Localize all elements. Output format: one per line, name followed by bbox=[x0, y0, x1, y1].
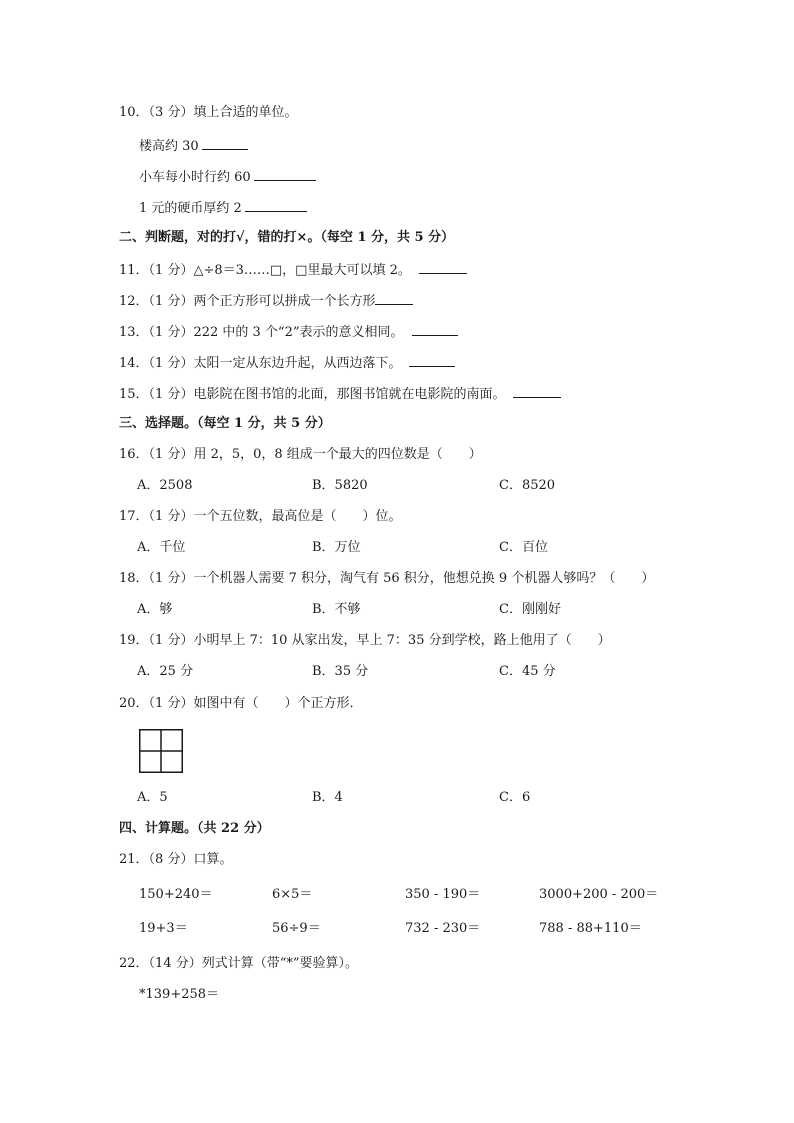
question-22: 22．（14 分）列式计算（带“*”要验算）。 bbox=[119, 956, 359, 971]
option-c[interactable]: C．8520 bbox=[499, 478, 556, 493]
answer-blank[interactable] bbox=[513, 384, 561, 398]
question-17-options bbox=[137, 539, 697, 557]
q10-item-3 bbox=[139, 198, 307, 218]
question-18: 18．（1 分）一个机器人需要 7 积分，淘气有 56 积分，他想兑换 9 个机器人够吗？（ ） bbox=[119, 571, 655, 586]
square-grid-figure bbox=[139, 729, 183, 773]
option-b[interactable]: B．4 bbox=[312, 790, 343, 805]
option-c[interactable]: C．百位 bbox=[499, 540, 548, 555]
option-a[interactable]: A．够 bbox=[137, 602, 173, 617]
calc-item: 6×5＝ bbox=[272, 887, 313, 902]
question-16: 16．（1 分）用 2，5，0，8 组成一个最大的四位数是（ ） bbox=[119, 447, 482, 462]
q10-item-1 bbox=[139, 136, 248, 156]
option-c[interactable]: C．45 分 bbox=[499, 664, 556, 679]
question-15 bbox=[119, 384, 561, 404]
question-13-text: 13．（1 分）222 中的 3 个“2”表示的意义相同。 bbox=[119, 325, 404, 340]
question-20-options bbox=[137, 789, 697, 807]
question-19-options bbox=[137, 663, 697, 681]
section-2-heading: 二、判断题，对的打√，错的打×。（每空 1 分，共 5 分） bbox=[119, 230, 455, 245]
question-19: 19．（1 分）小明早上 7：10 从家出发，早上 7：35 分到学校，路上他用了（ ） bbox=[119, 633, 611, 648]
answer-blank[interactable] bbox=[202, 136, 248, 150]
q10-item-1-text: 楼高约 30 bbox=[139, 139, 199, 154]
option-a[interactable]: A．2508 bbox=[137, 478, 193, 493]
option-c[interactable]: C．6 bbox=[499, 790, 531, 805]
oral-calc-row-2 bbox=[139, 920, 699, 938]
answer-blank[interactable] bbox=[254, 167, 316, 181]
option-b[interactable]: B．5820 bbox=[312, 478, 368, 493]
option-b[interactable]: B．万位 bbox=[312, 540, 361, 555]
option-a[interactable]: A．5 bbox=[137, 790, 168, 805]
question-12-text: 12．（1 分）两个正方形可以拼成一个长方形 bbox=[119, 294, 376, 309]
section-4-heading: 四、计算题。（共 22 分） bbox=[119, 821, 270, 836]
question-14-text: 14．（1 分）太阳一定从东边升起，从西边落下。 bbox=[119, 356, 402, 371]
oral-calc-row-1 bbox=[139, 886, 699, 904]
answer-blank[interactable] bbox=[375, 291, 413, 305]
question-13 bbox=[119, 322, 458, 342]
question-22-first-item: *139+258＝ bbox=[139, 987, 220, 1002]
option-c[interactable]: C．刚刚好 bbox=[499, 602, 561, 617]
question-15-text: 15．（1 分）电影院在图书馆的北面，那图书馆就在电影院的南面。 bbox=[119, 387, 506, 402]
answer-blank[interactable] bbox=[412, 322, 458, 336]
question-20: 20．（1 分）如图中有（ ）个正方形． bbox=[119, 696, 363, 711]
q10-item-3-text: 1 元的硬币厚约 2 bbox=[139, 201, 242, 216]
answer-blank[interactable] bbox=[409, 353, 455, 367]
section-3-heading: 三、选择题。（每空 1 分，共 5 分） bbox=[119, 416, 331, 431]
option-a[interactable]: A．千位 bbox=[137, 540, 186, 555]
calc-item: 150+240＝ bbox=[139, 887, 213, 902]
question-14 bbox=[119, 353, 455, 373]
question-11 bbox=[119, 260, 467, 280]
question-11-text: 11．（1 分）△÷8＝3……□，□里最大可以填 2。 bbox=[119, 263, 411, 278]
option-a[interactable]: A．25 分 bbox=[137, 664, 194, 679]
option-b[interactable]: B．35 分 bbox=[312, 664, 369, 679]
answer-blank[interactable] bbox=[245, 198, 307, 212]
calc-item: 732 - 230＝ bbox=[405, 921, 481, 936]
option-b[interactable]: B．不够 bbox=[312, 602, 361, 617]
question-12 bbox=[119, 291, 413, 311]
question-21: 21．（8 分）口算。 bbox=[119, 852, 233, 867]
q10-item-2 bbox=[139, 167, 316, 187]
calc-item: 350 - 190＝ bbox=[405, 887, 481, 902]
question-17: 17．（1 分）一个五位数，最高位是（ ）位。 bbox=[119, 509, 402, 524]
calc-item: 19+3＝ bbox=[139, 921, 188, 936]
question-16-options bbox=[137, 477, 697, 495]
calc-item: 56÷9＝ bbox=[272, 921, 321, 936]
question-18-options bbox=[137, 601, 697, 619]
q10-item-2-text: 小车每小时行约 60 bbox=[139, 170, 251, 185]
answer-blank[interactable] bbox=[419, 260, 467, 274]
question-10-title: 10．（3 分）填上合适的单位。 bbox=[119, 105, 298, 120]
calc-item: 788 - 88+110＝ bbox=[539, 921, 642, 936]
calc-item: 3000+200 - 200＝ bbox=[539, 887, 659, 902]
